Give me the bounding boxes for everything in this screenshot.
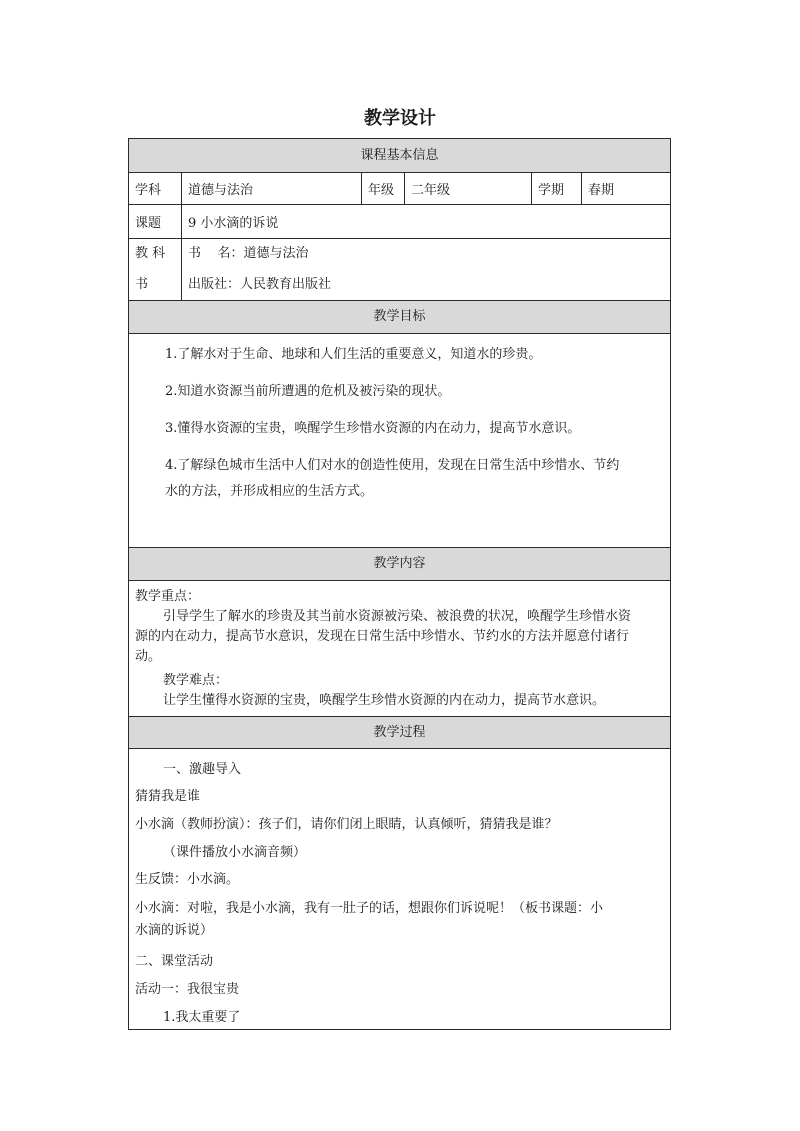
difficulty-line: 让学生懂得水资源的宝贵，唤醒学生珍惜水资源的内在动力，提高节水意识。 [163, 693, 606, 708]
term-value: 春期 [588, 183, 615, 198]
objective-1: 1.了解水对于生命、地球和人们生活的重要意义，知道水的珍贵。 [165, 347, 542, 362]
process-line-8: 二、课堂活动 [135, 954, 214, 969]
process-line-6: 小水滴：对啦，我是小水滴，我有一肚子的话，想跟你们诉说呢！（板书课题：小 [135, 901, 604, 916]
textbook-label-line2: 书 [135, 277, 149, 292]
document-title: 教学设计 [364, 108, 436, 129]
process-line-1: 一、激趣导入 [163, 762, 242, 777]
content-body [129, 581, 670, 717]
objective-4: 4.了解绿色城市生活中人们对水的创造性使用，发现在日常生活中珍惜水、节约 [165, 458, 620, 473]
process-line-3: 小水滴（教师扮演）：孩子们，请你们闭上眼睛，认真倾听，猜猜我是谁？ [135, 817, 558, 832]
process-line-5: 生反馈：小水滴。 [135, 872, 240, 887]
objective-4-continued: 水的方法，并形成相应的生活方式。 [165, 484, 374, 499]
process-line-2: 猜猜我是谁 [135, 789, 201, 804]
grade-value: 二年级 [405, 173, 532, 204]
process-body [129, 749, 670, 1029]
key-points-line-2: 源的内在动力，提高节水意识，发现在日常生活中珍惜水、节约水的方法并愿意付诸行 [135, 629, 630, 644]
section-header-basic-info: 课程基本信息 [129, 139, 670, 173]
key-points-line-1: 引导学生了解水的珍贵及其当前水资源被污染、被浪费的状况，唤醒学生珍惜水资 [163, 609, 632, 624]
objective-3: 3.懂得水资源的宝贵，唤醒学生珍惜水资源的内在动力，提高节水意识。 [165, 421, 581, 436]
key-points-line-3: 动。 [135, 649, 162, 664]
lesson-plan-table [128, 138, 671, 1030]
textbook-label-line1: 教 科 [135, 246, 166, 261]
term-label: 学期 [532, 173, 582, 204]
section-header-objectives: 教学目标 [129, 301, 670, 334]
process-line-7: 水滴的诉说） [135, 923, 214, 938]
info-row-textbook [129, 239, 670, 301]
difficulty-label: 教学难点： [163, 673, 229, 688]
textbook-label-cell [129, 239, 182, 300]
section-header-content: 教学内容 [129, 548, 670, 581]
grade-label: 年级 [362, 173, 405, 204]
objectives-body [129, 334, 670, 548]
objective-2: 2.知道水资源当前所遭遇的危机及被污染的现状。 [165, 384, 451, 399]
book-name: 书 名：道德与法治 [188, 246, 309, 261]
process-line-4: （课件播放小水滴音频） [163, 845, 307, 860]
subject-label: 学科 [129, 173, 182, 204]
info-row-topic [129, 205, 670, 239]
section-header-process: 教学过程 [129, 717, 670, 749]
process-line-10: 1.我太重要了 [163, 1010, 241, 1025]
process-line-9: 活动一：我很宝贵 [135, 982, 240, 997]
info-row-subject [129, 173, 670, 205]
key-points-label: 教学重点： [135, 589, 201, 604]
topic-value: 9 小水滴的诉说 [188, 216, 279, 231]
subject-value: 道德与法治 [182, 173, 362, 204]
topic-label: 课题 [129, 205, 182, 238]
publisher: 出版社：人民教育出版社 [188, 277, 332, 292]
